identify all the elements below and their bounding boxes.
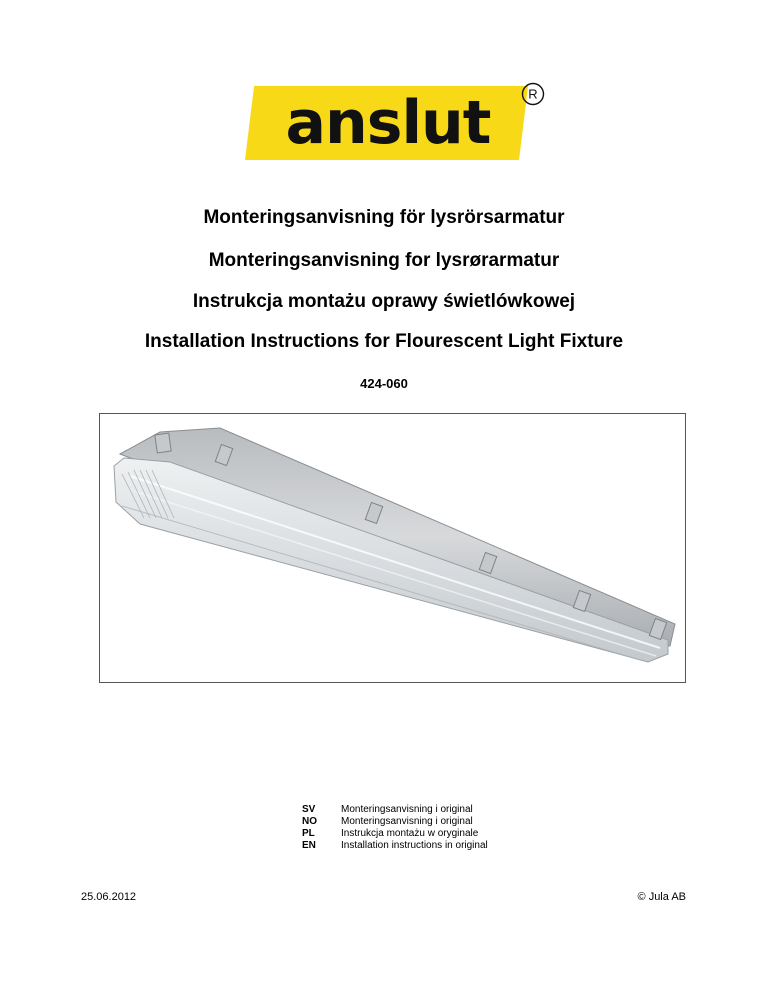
language-code: EN [302,840,316,851]
language-code: NO [302,816,317,827]
light-fixture-image [100,414,685,682]
language-text: Installation instructions in original [341,840,488,851]
svg-text:R: R [528,86,538,102]
title-english: Installation Instructions for Flourescent Light Fixture [144,331,624,352]
footer-copyright: © Jula AB [637,891,686,903]
language-code: PL [302,828,315,839]
language-row-sv [302,804,488,816]
language-text: Monteringsanvisning i original [341,804,473,815]
title-swedish: Monteringsanvisning för lysrörsarmatur [203,207,565,228]
registered-trademark-icon [521,82,545,106]
product-image-frame [99,413,686,683]
title-norwegian: Monteringsanvisning for lysrørarmatur [208,250,560,271]
language-row-en [302,840,488,852]
language-code: SV [302,804,316,815]
language-row-pl [302,828,488,840]
language-text: Instrukcja montażu w oryginale [341,828,479,839]
product-code: 424-060 [360,376,408,391]
language-list [302,804,488,852]
footer-date: 25.06.2012 [81,891,137,903]
title-polish: Instrukcja montażu oprawy świetlówkowej [192,291,576,312]
language-row-no [302,816,488,828]
logo-text: anslut [285,88,491,158]
language-text: Monteringsanvisning i original [341,816,473,827]
brand-logo [245,86,545,166]
